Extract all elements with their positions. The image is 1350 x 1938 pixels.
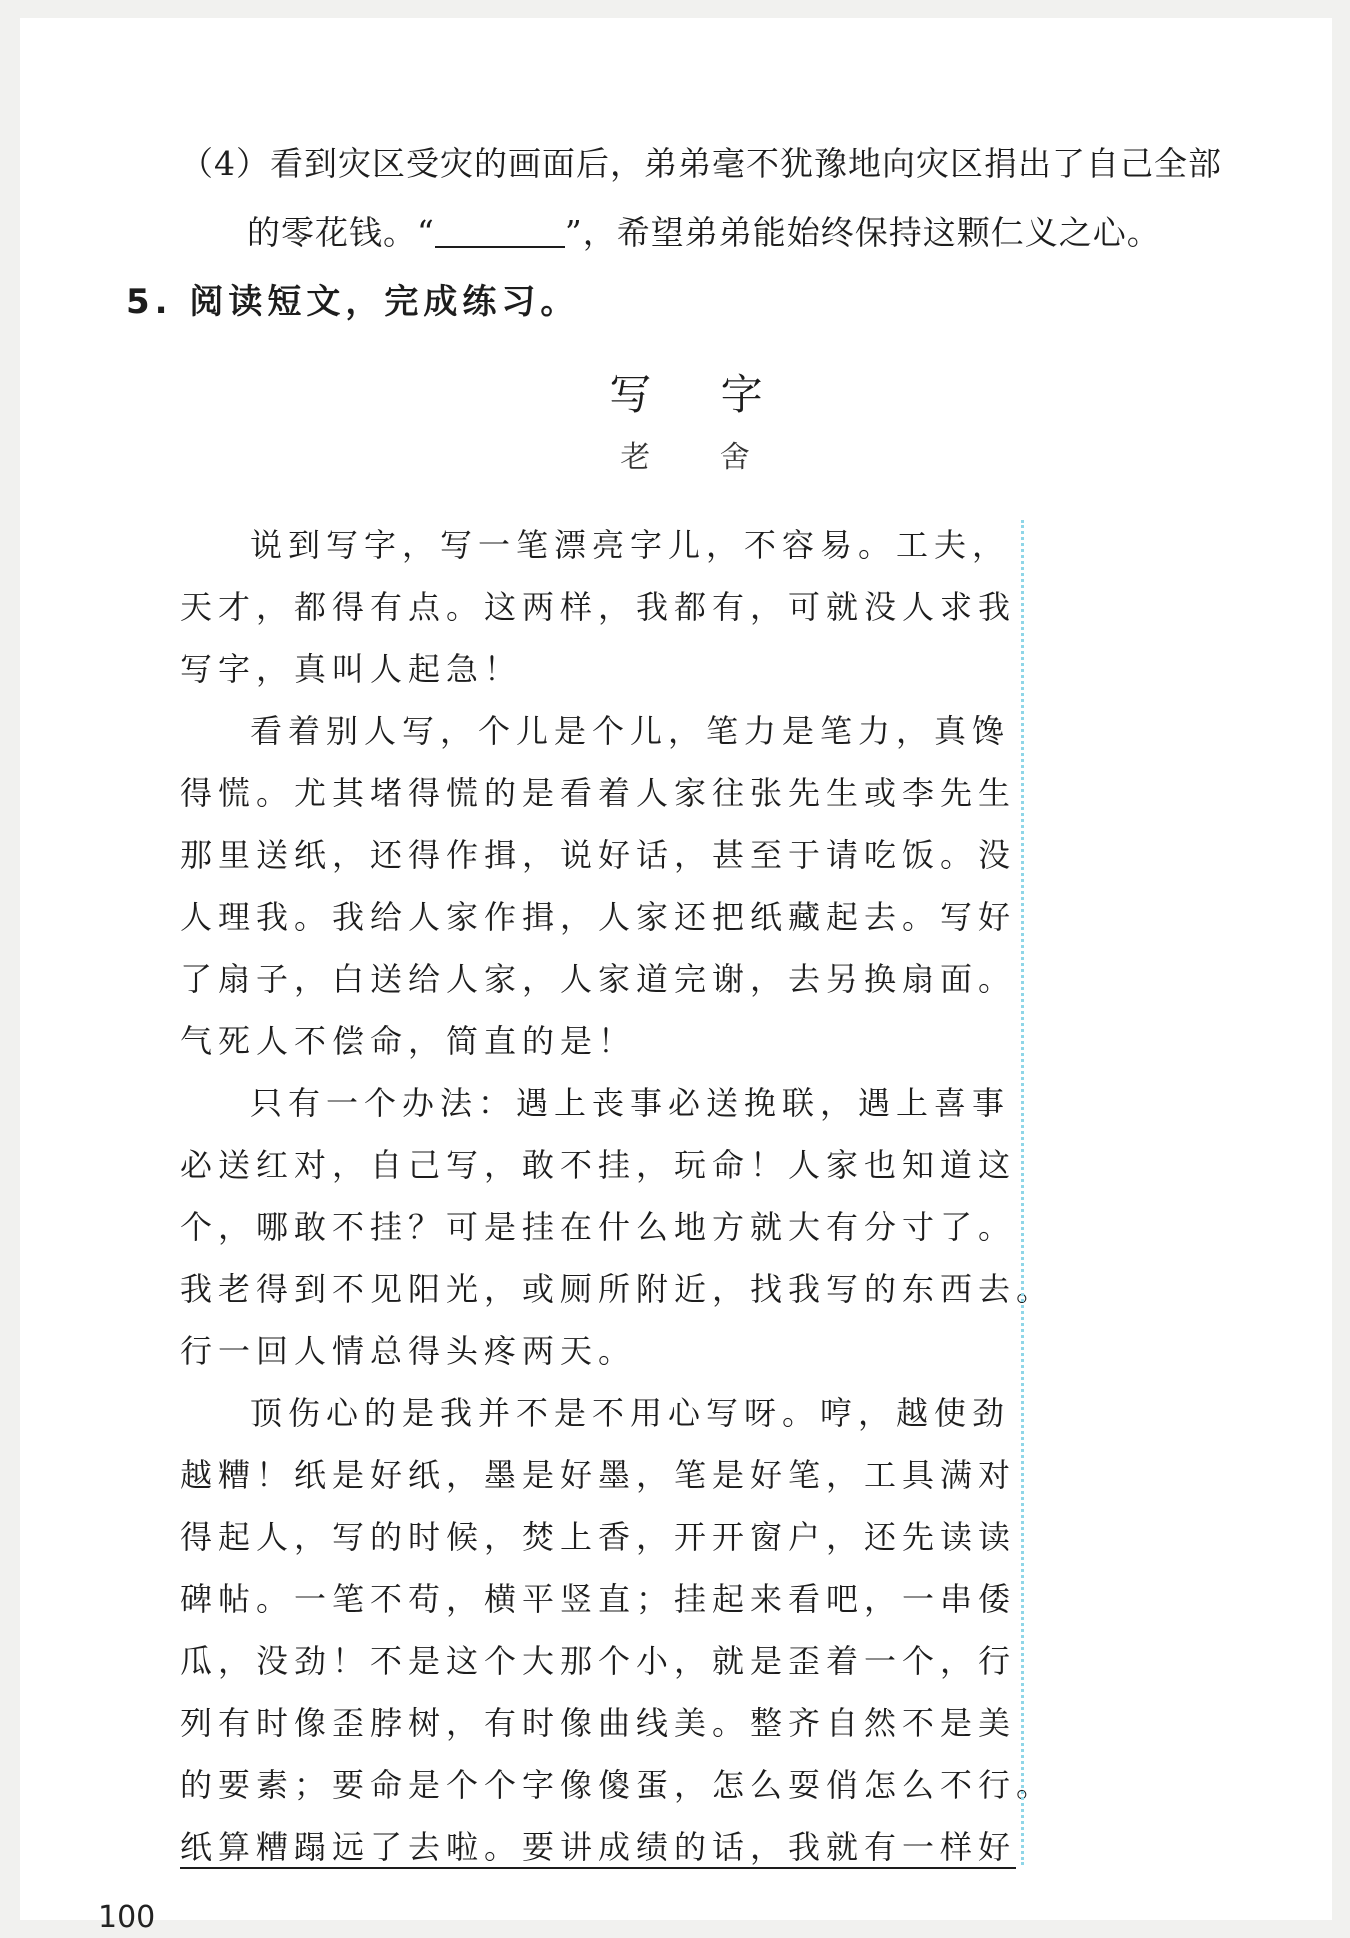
- article-line-underlined: [180, 1816, 1017, 1878]
- article-line: 顶伤心的是我并不是不用心写呀。哼，越使劲: [250, 1394, 1011, 1432]
- question-4-line-2-start: 的零花钱。“: [247, 213, 435, 252]
- question-4-line-2-end: ”，希望弟弟能始终保持这颗仁义之心。: [564, 213, 1161, 252]
- article-line: 气死人不偿命，简直的是！: [180, 1022, 637, 1060]
- article-line: 得起人，写的时候，焚上香，开开窗户，还先读读: [180, 1518, 1017, 1556]
- article-line: 人理我。我给人家作揖，人家还把纸藏起去。写好: [180, 898, 1017, 936]
- article-title: 写 字: [609, 370, 791, 419]
- article-line: 我老得到不见阳光，或厕所附近，找我写的东西去。: [180, 1270, 1055, 1308]
- answer-blank[interactable]: [435, 216, 565, 248]
- question-5-heading: 5. 阅读短文，完成练习。: [126, 282, 580, 322]
- article-line: 必送红对，自己写，敢不挂，玩命！人家也知道这: [180, 1146, 1017, 1184]
- article-line: 写字，真叫人起急！: [180, 650, 523, 688]
- page-number: 100: [98, 1900, 156, 1935]
- underlined-sentence: 纸算糟蹋远了去啦。要讲成绩的话，我就有一样好: [180, 1827, 1016, 1869]
- article-line: 的要素；要命是个个字像傻蛋，怎么耍俏怎么不行。: [180, 1766, 1055, 1804]
- article-line: 那里送纸，还得作揖，说好话，甚至于请吃饭。没: [180, 836, 1017, 874]
- article-line: 说到写字，写一笔漂亮字儿，不容易。工夫，: [250, 526, 1011, 564]
- question-4-line-2: [247, 207, 1161, 254]
- article-line: 行一回人情总得头疼两天。: [180, 1332, 637, 1370]
- article-line: 越糟！纸是好纸，墨是好墨，笔是好笔，工具满对: [180, 1456, 1017, 1494]
- article-line: 瓜，没劲！不是这个大那个小，就是歪着一个，行: [180, 1642, 1017, 1680]
- article-line: 得慌。尤其堵得慌的是看着人家往张先生或李先生: [180, 774, 1017, 812]
- article-line: 只有一个办法：遇上丧事必送挽联，遇上喜事: [250, 1084, 1011, 1122]
- article-line: 天才，都得有点。这两样，我都有，可就没人求我: [180, 588, 1017, 626]
- article-author: 老 舍: [620, 440, 780, 475]
- article-line: 个，哪敢不挂？可是挂在什么地方就大有分寸了。: [180, 1208, 1017, 1246]
- question-4-line-1: （4）看到灾区受灾的画面后，弟弟毫不犹豫地向灾区捐出了自己全部: [180, 144, 1222, 183]
- article-line: 了扇子，白送给人家，人家道完谢，去另换扇面。: [180, 960, 1017, 998]
- article-line: 碑帖。一笔不苟，横平竖直；挂起来看吧，一串倭: [180, 1580, 1017, 1618]
- article-body: [180, 514, 1055, 1878]
- article-line: 列有时像歪脖树，有时像曲线美。整齐自然不是美: [180, 1704, 1017, 1742]
- article-line: 看着别人写，个儿是个儿，笔力是笔力，真馋: [250, 712, 1011, 750]
- margin-dotted-divider: [1021, 520, 1024, 1865]
